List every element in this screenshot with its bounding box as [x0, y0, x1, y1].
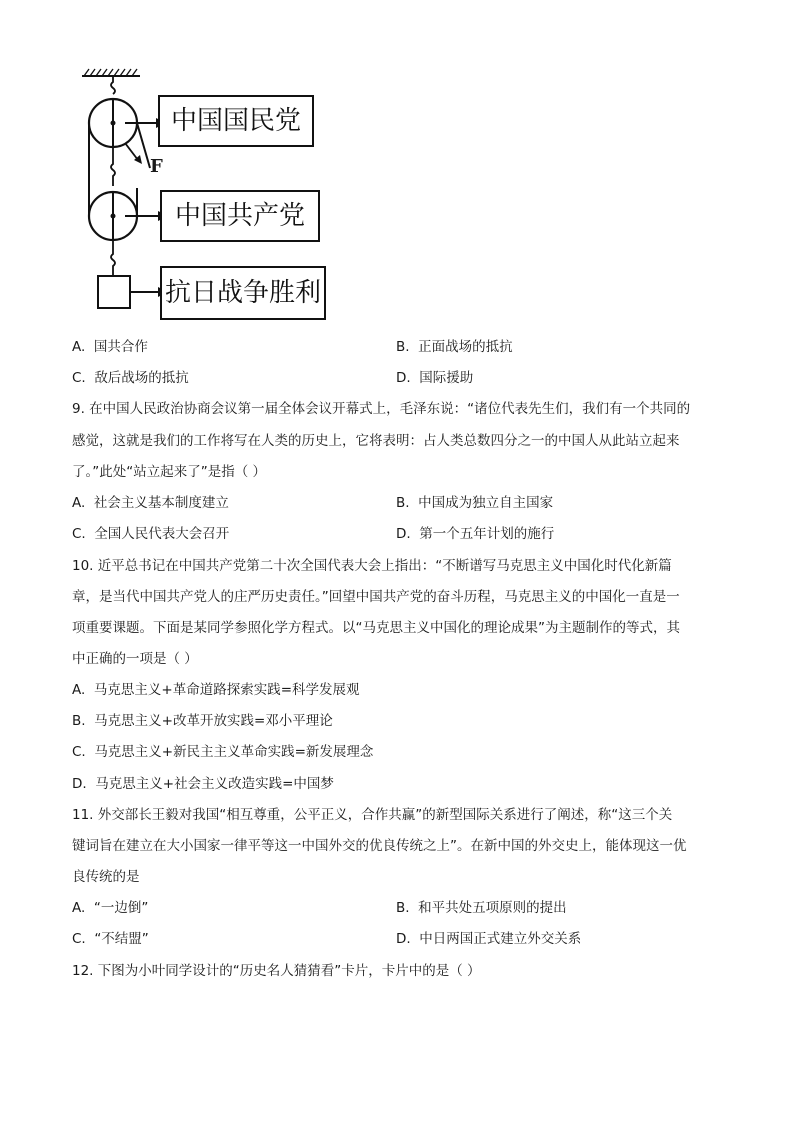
option-letter: B.	[396, 339, 410, 355]
q8-option-c[interactable]	[72, 368, 189, 388]
box-guomindang: 中国国民党	[158, 95, 314, 147]
option-text: 马克思主义+改革开放实践=邓小平理论	[94, 713, 333, 729]
q8-option-a[interactable]	[72, 337, 148, 357]
option-text: 敌后战场的抵抗	[94, 370, 189, 386]
q9-option-a[interactable]	[72, 493, 229, 513]
option-letter: C.	[72, 370, 86, 386]
option-letter: B.	[72, 713, 86, 729]
q10-option-a[interactable]	[72, 680, 360, 700]
q10-option-b[interactable]	[72, 711, 333, 731]
option-text: 和平共处五项原则的提出	[418, 900, 567, 916]
option-text: 国共合作	[93, 339, 148, 355]
option-letter: C.	[72, 931, 86, 947]
q11-stem-line-3: 良传统的是	[72, 869, 140, 885]
option-letter: A.	[72, 495, 86, 511]
q10-option-c[interactable]	[72, 742, 373, 762]
option-letter: A.	[72, 682, 86, 698]
option-text: 正面战场的抵抗	[418, 339, 513, 355]
q10-stem-line-1: 10. 近平总书记在中国共产党第二十次全国代表大会上指出：“不断谱写马克思主义中国化时代化新篇	[72, 558, 672, 574]
q11-stem-line-2: 键词旨在建立在大小国家一律平等这一中国外交的优良传统之上”。在新中国的外交史上，能体现这一优	[72, 838, 687, 854]
box-kangri-victory: 抗日战争胜利	[160, 266, 326, 320]
q8-option-b[interactable]	[396, 337, 513, 357]
option-letter: D.	[72, 776, 87, 792]
option-text: 全国人民代表大会召开	[94, 526, 230, 542]
q11-option-d[interactable]	[396, 929, 581, 949]
q9-stem-line-2: 感觉，这就是我们的工作将写在人类的历史上，它将表明：占人类总数四分之一的中国人从此站立起来	[72, 433, 680, 449]
option-text: “一边倒”	[93, 900, 149, 916]
option-text: 中国成为独立自主国家	[418, 495, 554, 511]
q10-option-d[interactable]	[72, 774, 334, 794]
option-letter: A.	[72, 339, 86, 355]
q8-option-d[interactable]	[396, 368, 473, 388]
pulley-diagram	[70, 68, 370, 330]
option-letter: B.	[396, 900, 410, 916]
q9-option-c[interactable]	[72, 524, 229, 544]
q11-option-c[interactable]	[72, 929, 149, 949]
q10-stem-line-2: 章，是当代中国共产党人的庄严历史责任。”回望中国共产党的奋斗历程，马克思主义的中国化一直是一	[72, 589, 680, 605]
q12-stem-line-1: 12. 下图为小叶同学设计的“历史名人猜猜看”卡片，卡片中的是（ ）	[72, 963, 481, 979]
option-letter: C.	[72, 526, 86, 542]
option-text: 马克思主义+革命道路探索实践=科学发展观	[93, 682, 360, 698]
option-text: “不结盟”	[94, 931, 149, 947]
q11-option-b[interactable]	[396, 898, 567, 918]
option-text: 马克思主义+新民主主义革命实践=新发展理念	[94, 744, 374, 760]
option-text: 国际援助	[419, 370, 474, 386]
option-text: 马克思主义+社会主义改造实践=中国梦	[95, 776, 334, 792]
option-letter: B.	[396, 495, 410, 511]
option-text: 第一个五年计划的施行	[419, 526, 555, 542]
option-letter: D.	[396, 931, 411, 947]
option-letter: A.	[72, 900, 86, 916]
force-label: F	[150, 156, 163, 177]
q11-stem-line-1: 11. 外交部长王毅对我国“相互尊重，公平正义，合作共赢”的新型国际关系进行了阐述，称“这三个关	[72, 807, 673, 823]
option-letter: C.	[72, 744, 86, 760]
option-letter: D.	[396, 370, 411, 386]
q9-stem-line-3: 了。”此处“站立起来了”是指（ ）	[72, 464, 267, 480]
q10-stem-line-3: 项重要课题。下面是某同学参照化学方程式。以“马克思主义中国化的理论成果”为主题制作的等式，其	[72, 620, 680, 636]
q9-stem-line-1: 9. 在中国人民政治协商会议第一届全体会议开幕式上，毛泽东说：“诸位代表先生们，我们有一个共同的	[72, 401, 691, 417]
q9-option-d[interactable]	[396, 524, 554, 544]
box-gongchandang: 中国共产党	[160, 190, 320, 242]
q11-option-a[interactable]	[72, 898, 148, 918]
q9-option-b[interactable]	[396, 493, 553, 513]
option-letter: D.	[396, 526, 411, 542]
option-text: 中日两国正式建立外交关系	[419, 931, 582, 947]
q10-stem-line-4: 中正确的一项是（ ）	[72, 651, 198, 667]
option-text: 社会主义基本制度建立	[93, 495, 229, 511]
